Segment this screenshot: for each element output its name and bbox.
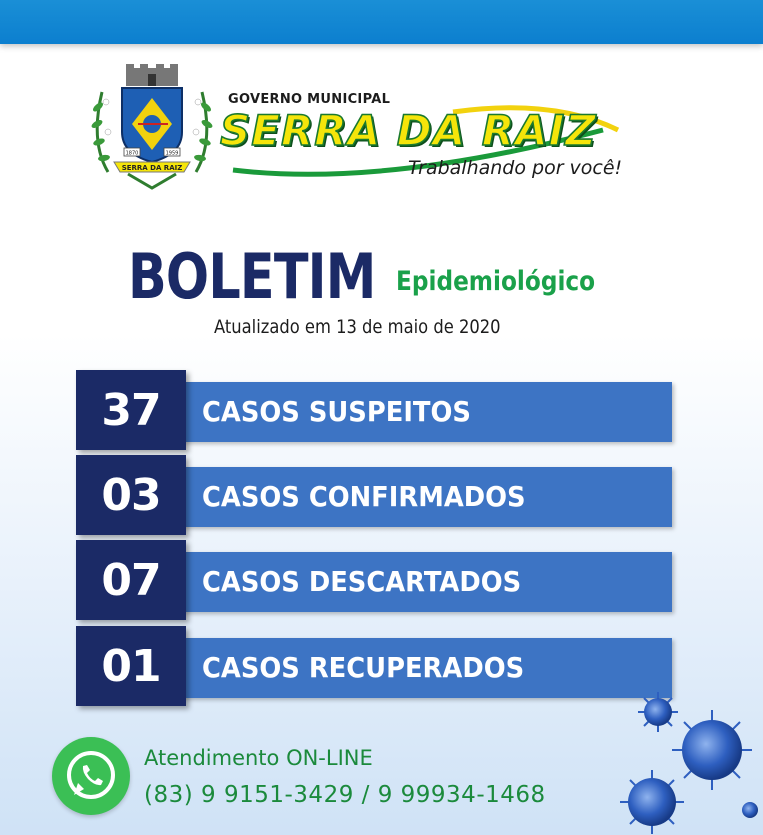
bulletin-title-sub: Epidemiológico [396, 266, 596, 297]
stat-label: CASOS CONFIRMADOS [202, 480, 526, 513]
stat-value: 37 [76, 370, 186, 450]
updated-date: Atualizado em 13 de maio de 2020 [214, 316, 501, 338]
stat-value: 01 [76, 626, 186, 706]
city-name: SERRA DA RAIZ [220, 106, 597, 155]
slogan: Trabalhando por você! [408, 157, 623, 179]
crest-year-left: 1870 [125, 150, 139, 157]
stat-value: 03 [76, 455, 186, 535]
city-crest-icon [88, 62, 216, 192]
stat-row-suspected [76, 370, 672, 450]
top-bar [0, 0, 763, 44]
stat-label: CASOS SUSPEITOS [202, 395, 471, 428]
contact-phones: (83) 9 9151-3429 / 9 99934-1468 [144, 782, 546, 808]
crest-year-right: 1959 [165, 150, 179, 157]
whatsapp-icon [52, 737, 130, 815]
stat-row-confirmed [76, 455, 672, 535]
stat-value: 07 [76, 540, 186, 620]
stat-label: CASOS DESCARTADOS [202, 565, 522, 598]
contact-title: Atendimento ON-LINE [144, 746, 373, 770]
bulletin-title-main: BOLETIM [128, 240, 376, 313]
government-label: GOVERNO MUNICIPAL [228, 92, 391, 107]
municipal-logo [88, 62, 628, 197]
virus-icon [600, 690, 763, 835]
stat-label: CASOS RECUPERADOS [202, 651, 525, 684]
crest-ribbon-text: SERRA DA RAIZ [121, 164, 183, 172]
stat-row-discarded [76, 540, 672, 620]
stat-row-recovered [76, 626, 672, 706]
